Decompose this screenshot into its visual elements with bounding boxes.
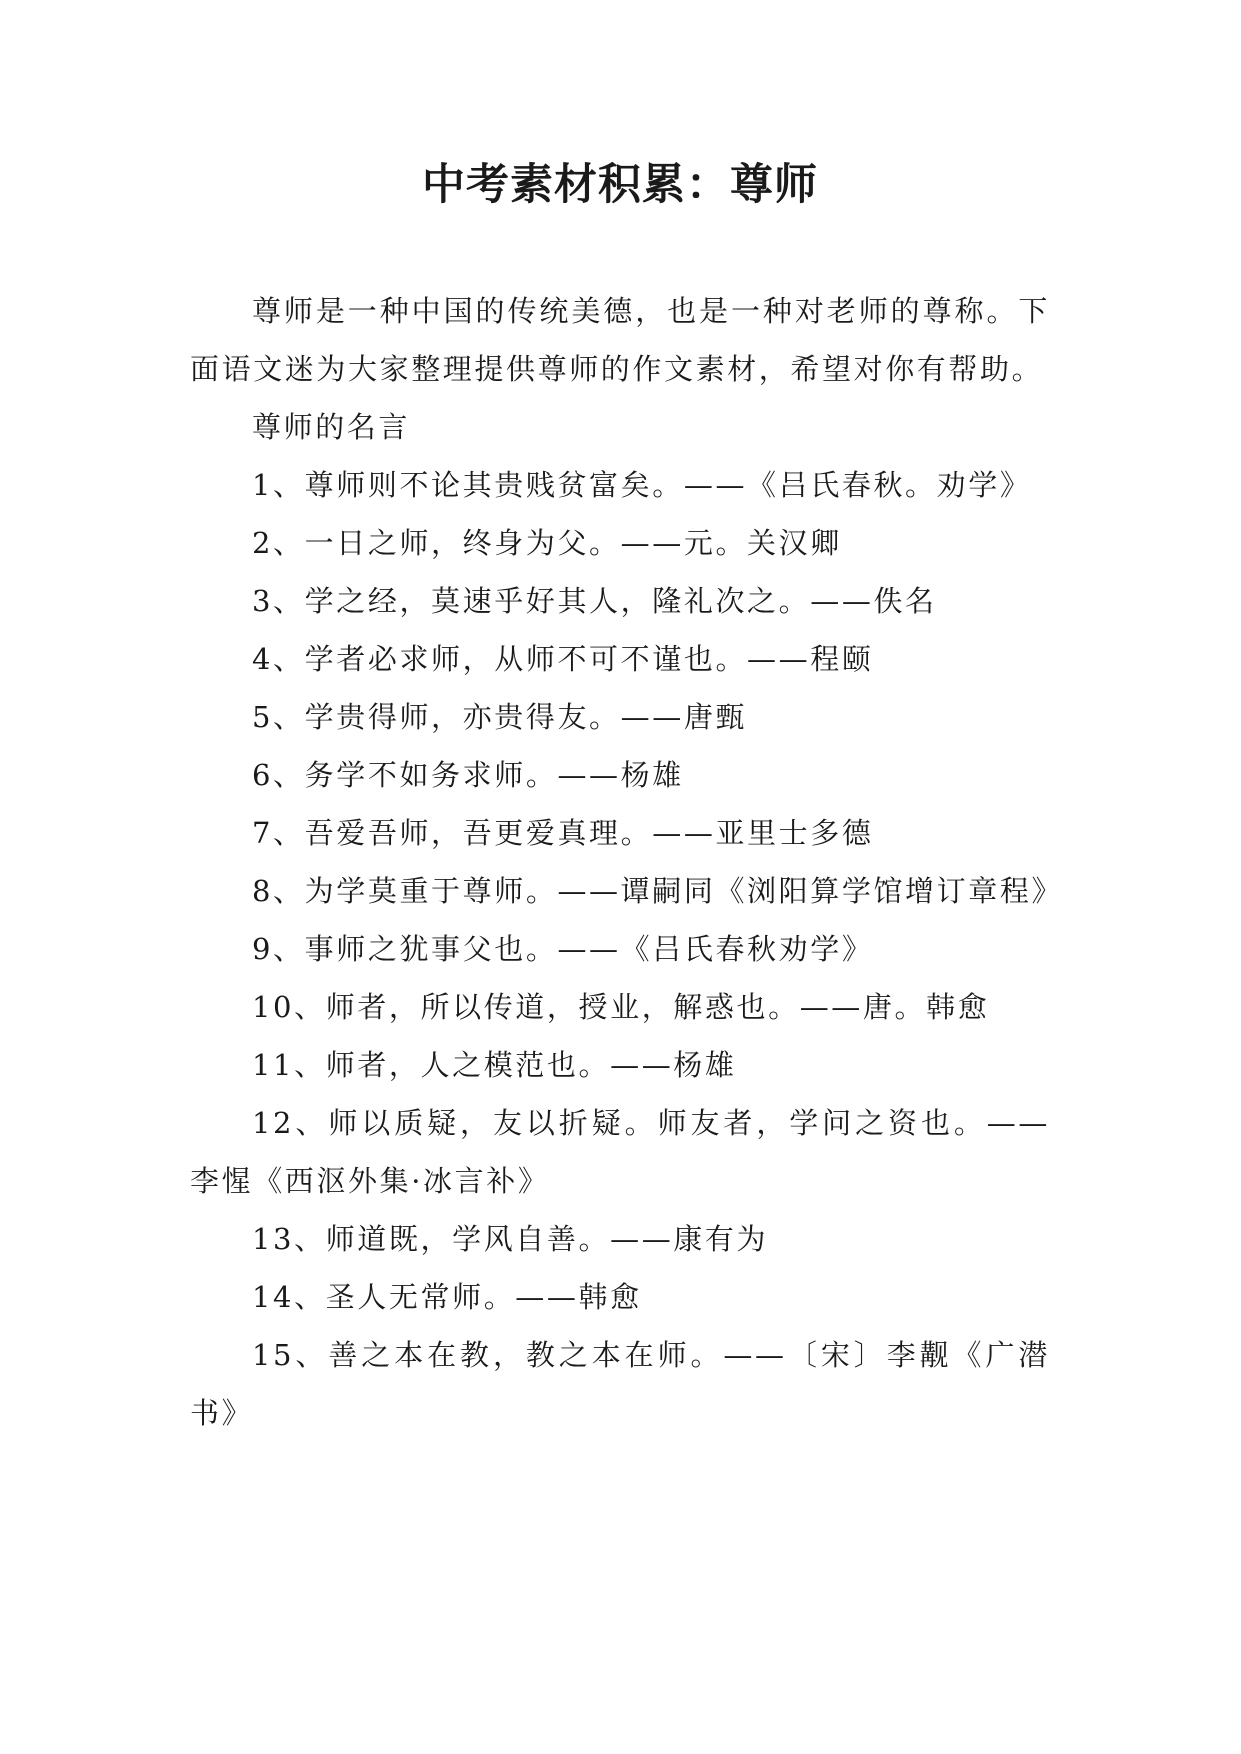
quote-item: 5、学贵得师，亦贵得友。——唐甄 xyxy=(252,700,748,734)
quote-item: 12、师以质疑，友以折疑。师友者，学问之资也。——李惺《西沤外集·冰言补》 xyxy=(190,1106,1050,1198)
quote-item: 1、尊师则不论其贵贱贫富矣。——《吕氏春秋。劝学》 xyxy=(252,468,1032,502)
quote-item: 10、师者，所以传道，授业，解惑也。——唐。韩愈 xyxy=(252,990,990,1024)
quote-item: 15、善之本在教，教之本在师。——〔宋〕李觏《广潜书》 xyxy=(190,1338,1050,1430)
quote-item: 4、学者必求师，从师不可不谨也。——程颐 xyxy=(252,642,874,676)
section-heading: 尊师的名言 xyxy=(252,410,411,444)
quote-item: 3、学之经，莫速乎好其人，隆礼次之。——佚名 xyxy=(252,584,937,618)
quote-item: 2、一日之师，终身为父。——元。关汉卿 xyxy=(252,526,842,560)
quote-item: 13、师道既，学风自善。——康有为 xyxy=(252,1222,769,1256)
quote-item: 8、为学莫重于尊师。——谭嗣同《浏阳算学馆增订章程》 xyxy=(252,874,1064,908)
quote-item: 11、师者，人之模范也。——杨雄 xyxy=(252,1048,737,1082)
quote-item: 7、吾爱吾师，吾更爱真理。——亚里士多德 xyxy=(252,816,874,850)
quote-item: 14、圣人无常师。——韩愈 xyxy=(252,1280,642,1314)
quote-item: 6、务学不如务求师。——杨雄 xyxy=(252,758,684,792)
document-title: 中考素材积累：尊师 xyxy=(422,160,818,210)
intro-paragraph: 尊师是一种中国的传统美德，也是一种对老师的尊称。下面语文迷为大家整理提供尊师的作文素材，希望对你有帮助。 xyxy=(190,294,1050,386)
document-page xyxy=(190,140,1064,1442)
quote-item: 9、事师之犹事父也。——《吕氏春秋劝学》 xyxy=(252,932,874,966)
